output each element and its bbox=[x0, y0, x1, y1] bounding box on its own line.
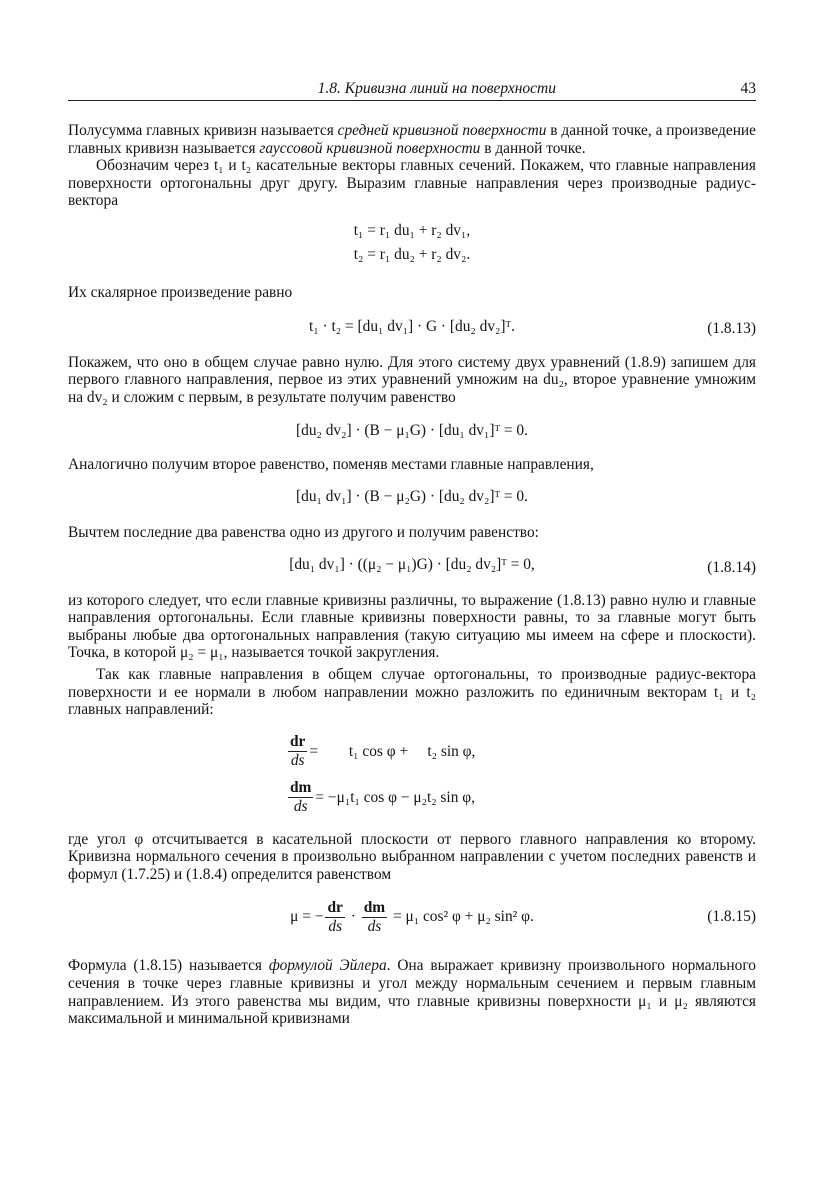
fraction-dr-ds-euler: $\frac{dr}{ds}$ bbox=[327, 899, 343, 936]
fraction-dr-ds: $\frac{dr}{ds}$ bbox=[290, 733, 306, 770]
paragraph-4: Покажем, что оно в общем случае равно нулю. Для этого систему двух уравнений (1.8.9) запишем для первого главного направления, первое из этих уравнений умножим на du₂, второе уравнение умножим на dv₂ и сложим с первым, в результате получим равенство bbox=[68, 353, 756, 406]
equation-1-8-13-formula: t₁ · t₂ = [du₁ dv₁] · G · [du₂ dv₂]ᵀ. bbox=[309, 317, 515, 335]
equation-1-8-15 bbox=[68, 893, 756, 941]
paragraph-6: Вычтем последние два равенства одно из другого и получим равенство: bbox=[68, 523, 539, 541]
equation-1-8-13 bbox=[68, 316, 756, 342]
derivative-system bbox=[68, 729, 756, 821]
paragraph-10: Формула (1.8.15) называется формулой Эйлера. Она выражает кривизну произвольного нормального сечения в точке через главные кривизны и угол между нормальным сечением и первым главным направлением. Из этого равенства мы видим, что главные кривизны поверхности μ₁ и μ₂ являются максимальной и минимальной кривизнами bbox=[68, 957, 756, 1028]
paragraph-7: из которого следует, что если главные кривизны различны, то выражение (1.8.13) равно нулю и главные направления ортогональны. Если главные кривизны поверхности равны, то за главные могут быть выбраны любые два ортогональных направления (такую ситуацию мы имеем на сфере и плоскости). Точка, в которой μ₂ = μ₁, называется точкой закругления. bbox=[68, 591, 756, 662]
equation-1-8-14 bbox=[68, 554, 756, 582]
equation-number-1-8-14: (1.8.14) bbox=[707, 558, 756, 576]
paragraph-8: Так как главные направления в общем случае ортогональны, то производные радиус-вектора поверхности и ее нормали в любом направлении можно разложить по единичным векторам t₁ и t₂ главных направлений: bbox=[68, 665, 756, 719]
section-title: 1.8. Кривизна линий на поверхности bbox=[317, 80, 556, 97]
term-euler-formula: формулой Эйлера bbox=[268, 957, 387, 975]
equation-1-8-14-formula: [du₁ dv₁] · ((μ₂ − μ₁)G) · [du₂ dv₂]ᵀ = 0, bbox=[289, 555, 535, 573]
paragraph-5: Аналогично получим второе равенство, поменяв местами главные направления, bbox=[68, 456, 594, 474]
page bbox=[68, 78, 756, 1028]
equation-t1: t₁ = r₁ du₁ + r₂ dv₁, bbox=[353, 221, 471, 239]
equation-number-1-8-13: (1.8.13) bbox=[707, 319, 756, 337]
running-header bbox=[68, 78, 756, 101]
fraction-dm-ds-euler: $\frac{dm}{ds}$ bbox=[363, 899, 386, 936]
term-mean-curvature: средней кривизной поверхности bbox=[337, 122, 547, 139]
equation-t2: t₂ = r₁ du₂ + r₂ dv₂. bbox=[353, 245, 471, 263]
paragraph-9: где угол φ отсчитывается в касательной плоскости от первого главного направления ко второму. Кривизна нормального сечения в произвольно выбранном направлении с учетом последних равенств и формул (1.7.25) и (1.8.4) определится равенством bbox=[68, 830, 756, 883]
equation-first-direction: [du₂ dv₂] · (B − μ₁G) · [du₁ dv₁]ᵀ = 0. bbox=[296, 422, 528, 440]
equation-1-8-15-formula: μ = − $\frac{dr}{ds}$ · $\frac{dm}{ds}$ = μ₁ cos² φ + μ₂ sin² φ. bbox=[290, 899, 534, 936]
system-line-dr: $\frac{dr}{ds}$ = t₁ cos φ + t₂ sin φ, bbox=[290, 733, 476, 770]
system-line-dm: $\frac{dm}{ds}$ = −μ₁t₁ cos φ − μ₂t₂ sin φ, bbox=[290, 779, 475, 816]
equation-number-1-8-15: (1.8.15) bbox=[707, 908, 756, 926]
term-gaussian-curvature: гауссовой кривизной поверхности bbox=[259, 139, 481, 157]
paragraph-2: Обозначим через t₁ и t₂ касательные векторы главных сечений. Покажем, что главные направления поверхности ортогональны друг другу. Выразим главные направления через производные радиус-вектора bbox=[68, 157, 756, 210]
paragraph-3: Их скалярное произведение равно bbox=[68, 283, 293, 301]
paragraph-1: Полусумма главных кривизн называется средней кривизной поверхности в данной точке, а произведение главных кривизн называется гауссовой кривизной поверхности в данной точке. bbox=[68, 122, 756, 157]
fraction-dm-ds: $\frac{dm}{ds}$ bbox=[290, 779, 312, 816]
page-number: 43 bbox=[740, 80, 756, 97]
equation-second-direction: [du₁ dv₁] · (B − μ₂G) · [du₂ dv₂]ᵀ = 0. bbox=[296, 487, 528, 505]
